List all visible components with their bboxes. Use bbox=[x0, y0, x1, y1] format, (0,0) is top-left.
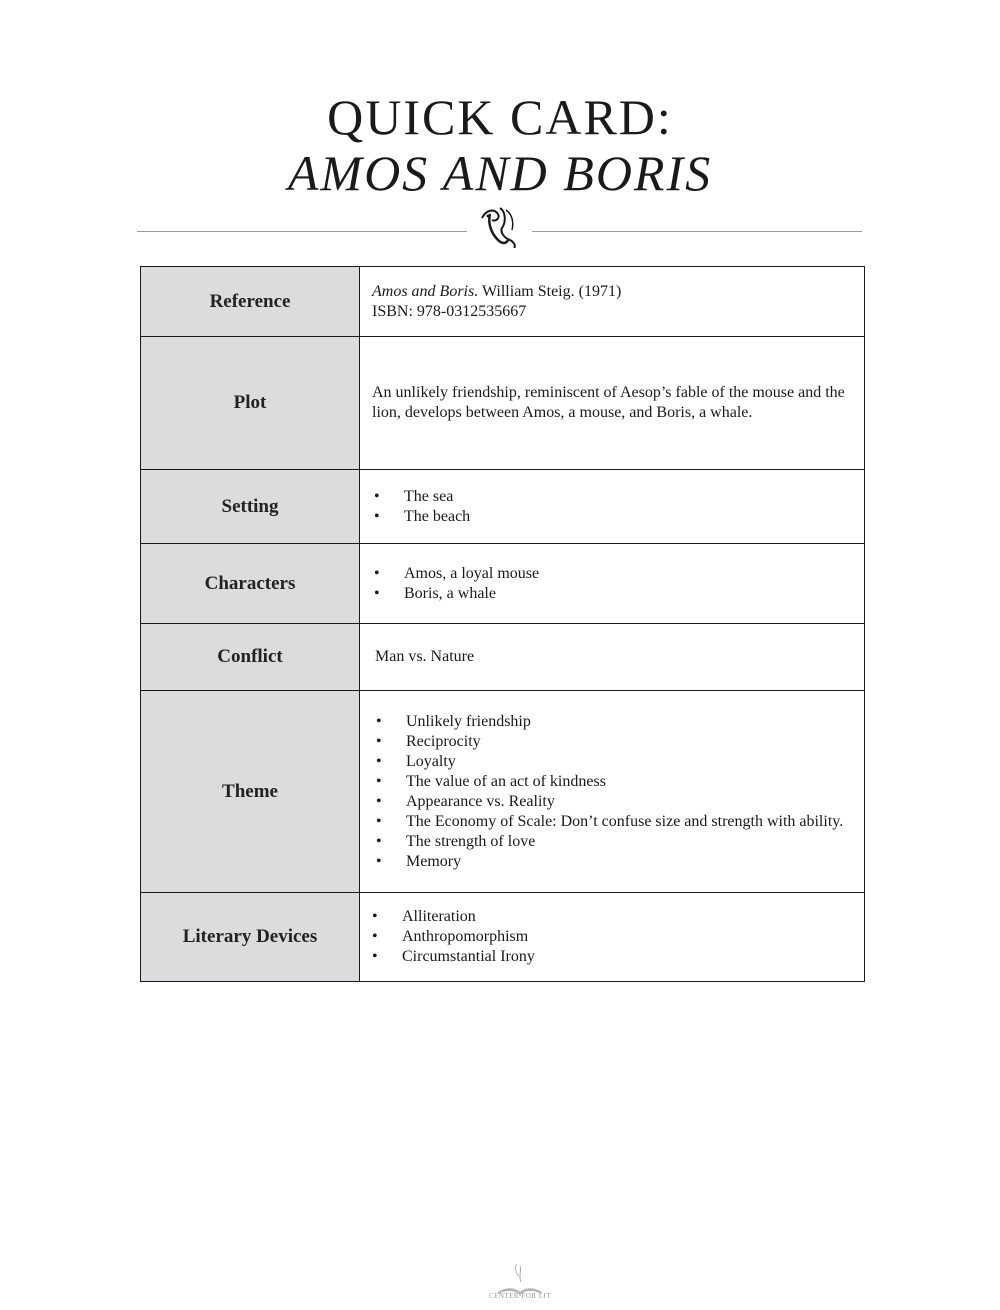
list-item: • Amos, a loyal mouse bbox=[374, 564, 850, 584]
list-item: • Appearance vs. Reality bbox=[376, 792, 850, 812]
table-row-theme bbox=[141, 691, 865, 893]
quick-card-table bbox=[140, 266, 865, 982]
literary-devices-list bbox=[372, 907, 850, 967]
table-row-characters bbox=[141, 544, 865, 624]
row-label-conflict: Conflict bbox=[141, 624, 360, 691]
row-label-theme: Theme bbox=[141, 691, 360, 893]
table-row-plot bbox=[141, 337, 865, 470]
list-item: • Anthropomorphism bbox=[372, 927, 850, 947]
reference-isbn: ISBN: 978-0312535667 bbox=[372, 302, 527, 320]
row-content-setting bbox=[360, 470, 865, 544]
setting-list bbox=[372, 487, 850, 527]
table-row-reference bbox=[141, 267, 865, 337]
list-item: • The sea bbox=[374, 487, 850, 507]
list-item: • The Economy of Scale: Don’t confuse size and strength with ability. bbox=[376, 812, 850, 832]
row-content-literary-devices bbox=[360, 893, 865, 982]
row-content-reference bbox=[360, 267, 865, 337]
ornament-icon bbox=[476, 204, 522, 248]
list-item: • Alliteration bbox=[372, 907, 850, 927]
table-row-conflict bbox=[141, 624, 865, 691]
reference-author-year: William Steig. (1971) bbox=[478, 282, 622, 300]
list-item: • The strength of love bbox=[376, 832, 850, 852]
row-label-literary-devices: Literary Devices bbox=[141, 893, 360, 982]
footer-logo-text: CENTER FOR LIT bbox=[488, 1292, 552, 1300]
divider-right bbox=[532, 231, 862, 232]
row-content-characters bbox=[360, 544, 865, 624]
divider-left bbox=[137, 231, 467, 232]
page-title-line-2: AMOS AND BORIS bbox=[287, 145, 713, 201]
row-label-reference: Reference bbox=[141, 267, 360, 337]
list-item: • Boris, a whale bbox=[374, 584, 850, 604]
table-row-setting bbox=[141, 470, 865, 544]
row-label-plot: Plot bbox=[141, 337, 360, 470]
characters-list bbox=[372, 564, 850, 604]
row-content-plot bbox=[360, 337, 865, 470]
row-content-conflict bbox=[360, 624, 865, 691]
row-label-characters: Characters bbox=[141, 544, 360, 624]
list-item: • Circumstantial Irony bbox=[372, 947, 850, 967]
theme-list bbox=[372, 712, 850, 872]
list-item: • Memory bbox=[376, 852, 850, 872]
list-item: • The beach bbox=[374, 507, 850, 527]
list-item: • Unlikely friendship bbox=[376, 712, 850, 732]
list-item: • Loyalty bbox=[376, 752, 850, 772]
row-content-theme bbox=[360, 691, 865, 893]
reference-book-title: Amos and Boris. bbox=[372, 282, 479, 300]
page-title-line-1: QUICK CARD: bbox=[327, 89, 673, 145]
table-row-literary-devices bbox=[141, 893, 865, 982]
list-item: • The value of an act of kindness bbox=[376, 772, 850, 792]
list-item: • Reciprocity bbox=[376, 732, 850, 752]
plot-text: An unlikely friendship, reminiscent of Aesop’s fable of the mouse and the lion, develops between Amos, a mouse, and Boris, a whale. bbox=[372, 384, 845, 421]
conflict-text: Man vs. Nature bbox=[375, 648, 475, 665]
row-label-setting: Setting bbox=[141, 470, 360, 544]
